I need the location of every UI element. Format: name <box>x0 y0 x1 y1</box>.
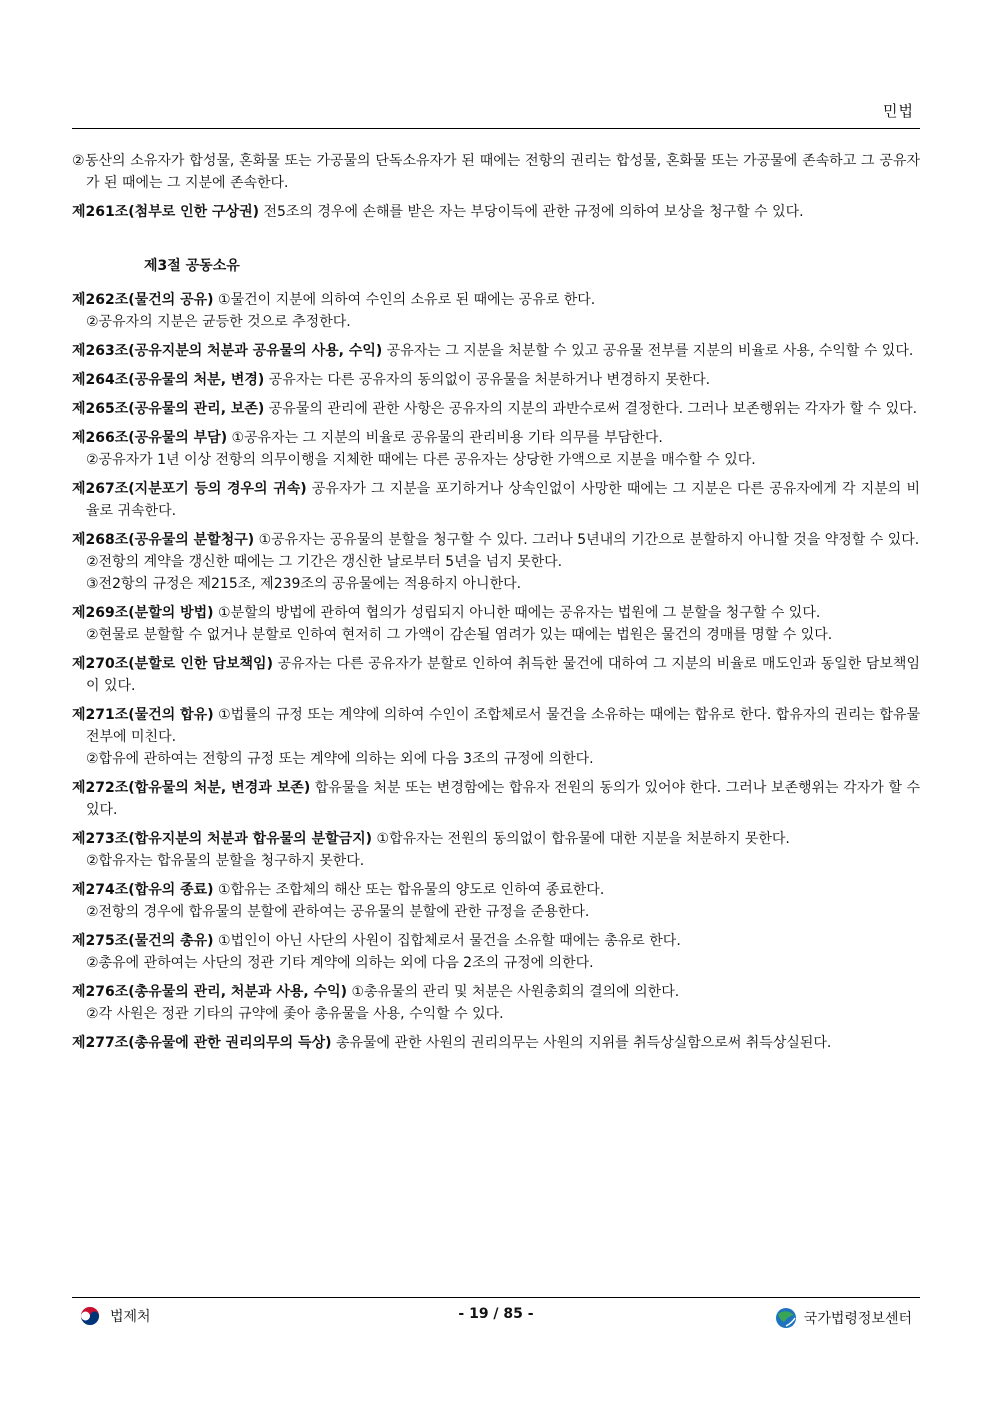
article-clause: ②합유자는 합유물의 분할을 청구하지 못한다. <box>86 853 365 869</box>
article-clause: ②총유에 관하여는 사단의 정관 기타 계약에 의하는 외에 다음 2조의 규정에 의한다. <box>86 955 594 971</box>
article-item <box>72 427 920 471</box>
article-261 <box>72 201 920 223</box>
globe-logo-icon <box>774 1306 798 1330</box>
article-text: 전5조의 경우에 손해를 받은 자는 부당이득에 관한 규정에 의하여 보상을 청구할 수 있다. <box>259 204 804 220</box>
article-title: 제272조(합유물의 처분, 변경과 보존) <box>72 780 311 796</box>
footer-center-label: 국가법령정보센터 <box>803 1311 912 1327</box>
article-item <box>72 340 920 362</box>
article-text: 공유자가 그 지분을 포기하거나 상속인없이 사망한 때에는 그 지분은 다른 공유자에게 각 지분의 비율로 귀속한다. <box>86 481 920 519</box>
article-title: 제268조(공유물의 분할청구) <box>72 532 255 548</box>
article-title: 제269조(분할의 방법) <box>72 605 214 621</box>
article-title: 제276조(총유물의 관리, 처분과 사용, 수익) <box>72 984 348 1000</box>
article-title: 제261조(첨부로 인한 구상권) <box>72 204 260 220</box>
article-item <box>72 602 920 646</box>
article-text: ①총유물의 관리 및 처분은 사원총회의 결의에 의한다. <box>347 984 680 1000</box>
article-clause: ②전항의 계약을 갱신한 때에는 그 기간은 갱신한 날로부터 5년을 넘지 못한다. <box>86 554 563 570</box>
paragraph-continuation: ②동산의 소유자가 합성물, 혼화물 또는 가공물의 단독소유자가 된 때에는 전항의 권리는 합성물, 혼화물 또는 가공물에 존속하고 그 공유자가 된 때에는 그 지분에 존속한다. <box>72 153 920 191</box>
article-item <box>72 879 920 923</box>
article-item <box>72 398 920 420</box>
article-text: ①분할의 방법에 관하여 협의가 성립되지 아니한 때에는 공유자는 법원에 그 분할을 청구할 수 있다. <box>213 605 821 621</box>
article-item <box>72 529 920 595</box>
article-text: 총유물에 관한 사원의 권리의무는 사원의 지위를 취득상실함으로써 취득상실된다. <box>331 1035 832 1051</box>
article-item <box>72 653 920 697</box>
article-clause: ②공유자의 지분은 균등한 것으로 추정한다. <box>86 314 351 330</box>
article-title: 제274조(합유의 종료) <box>72 882 214 898</box>
article-title: 제270조(분할로 인한 담보책임) <box>72 656 273 672</box>
article-item <box>72 981 920 1025</box>
article-title: 제267조(지분포기 등의 경우의 귀속) <box>72 481 307 497</box>
article-text: ①공유자는 그 지분의 비율로 공유물의 관리비용 기타 의무를 부담한다. <box>227 430 663 446</box>
section-title: 제3절 공동소유 <box>144 258 240 274</box>
footer-right <box>774 1306 912 1330</box>
article-text: ①법인이 아닌 사단의 사원이 집합체로서 물건을 소유할 때에는 총유로 한다. <box>213 933 681 949</box>
article-text: ①합유는 조합체의 해산 또는 합유물의 양도로 인하여 종료한다. <box>213 882 605 898</box>
article-item <box>72 369 920 391</box>
page-number: - 19 / 85 - <box>458 1306 534 1322</box>
article-text: ①합유자는 전원의 동의없이 합유물에 대한 지분을 처분하지 못한다. <box>372 831 790 847</box>
article-title: 제277조(총유물에 관한 권리의무의 득상) <box>72 1035 332 1051</box>
article-title: 제271조(물건의 합유) <box>72 707 214 723</box>
page-header <box>72 96 920 129</box>
article-title: 제262조(물건의 공유) <box>72 292 214 308</box>
article-text: 공유자는 다른 공유자의 동의없이 공유물을 처분하거나 변경하지 못한다. <box>264 372 711 388</box>
article-text: ①공유자는 공유물의 분할을 청구할 수 있다. 그러나 5년내의 기간으로 분할하지 아니할 것을 약정할 수 있다. <box>254 532 920 548</box>
article-clause: ②합유에 관하여는 전항의 규정 또는 계약에 의하는 외에 다음 3조의 규정에 의한다. <box>86 751 594 767</box>
article-text: 공유자는 다른 공유자가 분할로 인하여 취득한 물건에 대하여 그 지분의 비율로 매도인과 동일한 담보책임이 있다. <box>86 656 920 694</box>
article-title: 제273조(합유지분의 처분과 합유물의 분할금지) <box>72 831 373 847</box>
article-item <box>72 828 920 872</box>
article-title: 제275조(물건의 총유) <box>72 933 214 949</box>
article-item <box>72 777 920 821</box>
article-title: 제263조(공유지분의 처분과 공유물의 사용, 수익) <box>72 343 383 359</box>
article-item <box>72 1032 920 1054</box>
article-clause: ②전항의 경우에 합유물의 분할에 관하여는 공유물의 분할에 관한 규정을 준용한다. <box>86 904 590 920</box>
article-clause: ③전2항의 규정은 제215조, 제239조의 공유물에는 적용하지 아니한다. <box>86 576 522 592</box>
header-title: 민법 <box>883 102 914 120</box>
page-footer <box>72 1297 920 1338</box>
article-clause: ②현물로 분할할 수 없거나 분할로 인하여 현저히 그 가액이 감손될 염려가 있는 때에는 법원은 물건의 경매를 명할 수 있다. <box>86 627 833 643</box>
article-text: ①물건이 지분에 의하여 수인의 소유로 된 때에는 공유로 한다. <box>213 292 596 308</box>
article-item <box>72 289 920 333</box>
article-text: 공유물의 관리에 관한 사항은 공유자의 지분의 과반수로써 결정한다. 그러나 보존행위는 각자가 할 수 있다. <box>264 401 918 417</box>
footer-org-label: 법제처 <box>110 1309 151 1325</box>
article-title: 제265조(공유물의 관리, 보존) <box>72 401 265 417</box>
article-clause: ②각 사원은 정관 기타의 규약에 좇아 총유물을 사용, 수익할 수 있다. <box>86 1006 504 1022</box>
article-item <box>72 930 920 974</box>
article-list <box>72 289 920 1054</box>
article-item <box>72 478 920 522</box>
article-text: 합유물을 처분 또는 변경함에는 합유자 전원의 동의가 있어야 한다. 그러나 보존행위는 각자가 할 수 있다. <box>86 780 920 818</box>
article-item <box>72 704 920 770</box>
article-text: ①법률의 규정 또는 계약에 의하여 수인이 조합체로서 물건을 소유하는 때에는 합유로 한다. 합유자의 권리는 합유물 전부에 미친다. <box>86 707 921 745</box>
article-title: 제264조(공유물의 처분, 변경) <box>72 372 265 388</box>
article-text: 공유자는 그 지분을 처분할 수 있고 공유물 전부를 지분의 비율로 사용, 수익할 수 있다. <box>382 343 914 359</box>
article-title: 제266조(공유물의 부담) <box>72 430 228 446</box>
document-body <box>72 150 920 1054</box>
article-clause: ②공유자가 1년 이상 전항의 의무이행을 지체한 때에는 다른 공유자는 상당한 가액으로 지분을 매수할 수 있다. <box>86 452 756 468</box>
